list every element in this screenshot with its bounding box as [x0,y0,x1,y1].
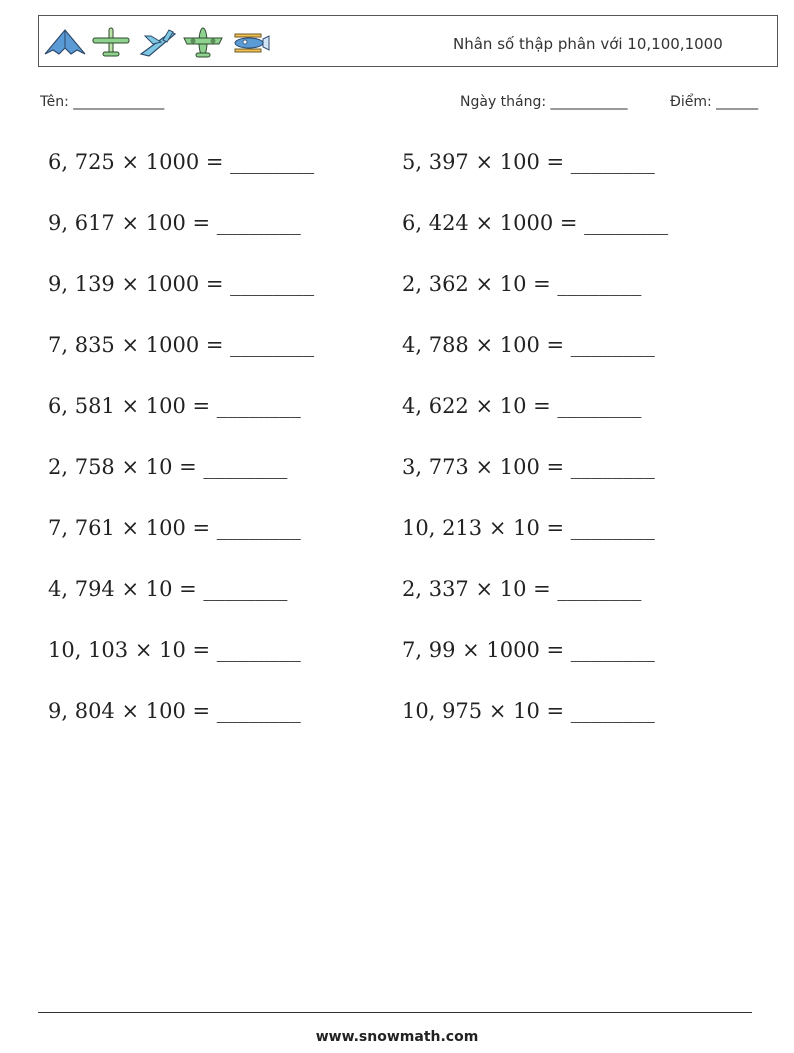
problem-right-8: 2, 337 × 10 = ________ [402,577,642,601]
plane-icons [43,24,271,60]
score-field-label: Điểm: ______ [670,94,759,110]
biplane-icon [227,24,271,60]
problem-left-3: 9, 139 × 1000 = ________ [48,272,315,296]
problem-right-4: 4, 788 × 100 = ________ [402,333,655,357]
problem-right-9: 7, 99 × 1000 = ________ [402,638,655,662]
problem-left-9: 10, 103 × 10 = ________ [48,638,301,662]
propeller-plane-icon [89,24,133,60]
problem-left-10: 9, 804 × 100 = ________ [48,699,301,723]
problem-right-2: 6, 424 × 1000 = ________ [402,211,669,235]
problem-left-5: 6, 581 × 100 = ________ [48,394,301,418]
problem-left-1: 6, 725 × 1000 = ________ [48,150,315,174]
date-field-label: Ngày tháng: ___________ [460,94,628,110]
problem-right-1: 5, 397 × 100 = ________ [402,150,655,174]
twin-engine-plane-icon [181,24,225,60]
problem-right-5: 4, 622 × 10 = ________ [402,394,642,418]
problem-left-2: 9, 617 × 100 = ________ [48,211,301,235]
problem-right-6: 3, 773 × 100 = ________ [402,455,655,479]
problem-left-4: 7, 835 × 1000 = ________ [48,333,315,357]
name-field-label: Tên: _____________ [40,94,165,110]
problem-right-10: 10, 975 × 10 = ________ [402,699,655,723]
worksheet-title: Nhân số thập phân với 10,100,1000 [453,35,723,53]
stealth-bomber-icon [43,24,87,60]
problem-right-3: 2, 362 × 10 = ________ [402,272,642,296]
problem-right-7: 10, 213 × 10 = ________ [402,516,655,540]
header-box [38,15,778,67]
footer-url: www.snowmath.com [315,1029,479,1045]
problem-left-8: 4, 794 × 10 = ________ [48,577,288,601]
jet-plane-icon [135,24,179,60]
problem-left-6: 2, 758 × 10 = ________ [48,455,288,479]
footer-divider [38,1012,752,1013]
problem-left-7: 7, 761 × 100 = ________ [48,516,301,540]
